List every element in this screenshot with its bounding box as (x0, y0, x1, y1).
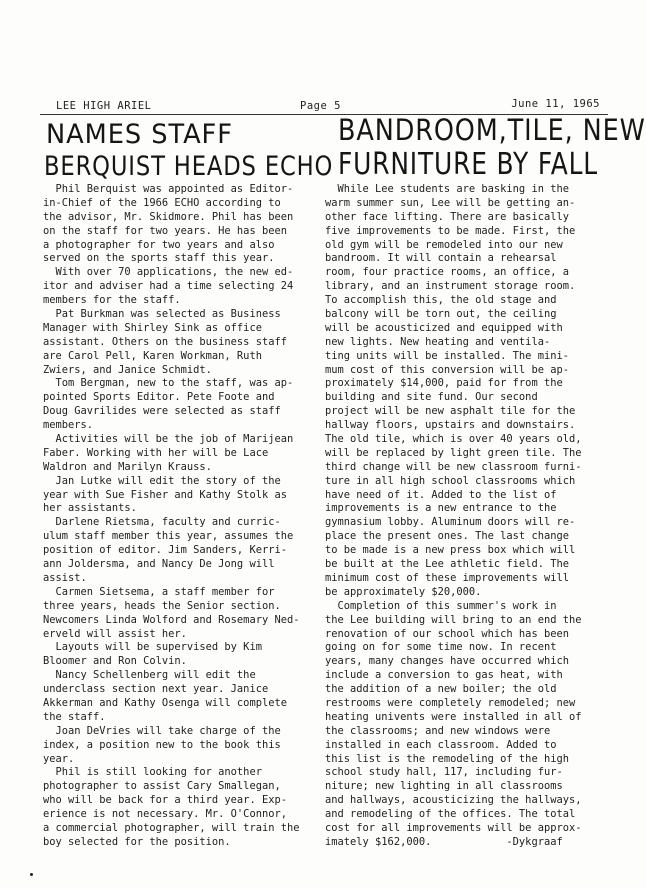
article-line: itor and adviser had a time selecting 24 (43, 280, 294, 293)
article-line: members for the staff. (43, 294, 181, 307)
article-line: be built at the Lee athletic field. The (325, 558, 569, 571)
article-line: building and site fund. Our second (325, 391, 538, 404)
article-line: To accomplish this, the old stage and (325, 294, 557, 307)
article-line: heating univents were installed in all of (325, 710, 582, 723)
left-headline-line-1: NAMES STAFF (46, 119, 233, 150)
article-line: pointed Sports Editor. Pete Foote and (43, 391, 275, 404)
article-line: Doug Gavrilides were selected as staff (43, 405, 281, 418)
article-line: Activities will be the job of Marijean (43, 433, 294, 446)
article-line: Completion of this summer's work in (325, 599, 557, 612)
article-line: cost for all improvements will be approx- (325, 821, 582, 834)
article-line: boy selected for the position. (43, 835, 231, 848)
article-line: Carmen Sietsema, a staff member for (43, 585, 275, 598)
article-line: years, many changes have occurred which (325, 655, 569, 668)
article-line: Akkerman and Kathy Osenga will complete (43, 696, 287, 709)
article-line: room, four practice rooms, an office, a (325, 266, 569, 279)
article-line: school study hall, 117, including fur- (325, 766, 563, 779)
article-line: are Carol Pell, Karen Workman, Ruth (43, 349, 262, 362)
article-line: new lights. New heating and ventila- (325, 335, 551, 348)
article-line: restrooms were completely remodeled; new (325, 696, 576, 709)
article-line: minimum cost of these improvements will (325, 571, 569, 584)
article-line: Jan Lutke will edit the story of the (43, 474, 281, 487)
article-line: mum cost of this conversion will be ap- (325, 363, 569, 376)
left-headline-line-2: BERQUIST HEADS ECHO (44, 151, 334, 182)
article-line: and hallways, acousticizing the hallways, (325, 794, 582, 807)
article-line: While Lee students are basking in the (325, 183, 569, 195)
article-line: assistant. Others on the business staff (43, 335, 287, 348)
article-line: on the staff for two years. He has been (43, 224, 287, 237)
article-line: hallway floors, upstairs and downstairs. (325, 419, 576, 432)
article-line: balcony will be torn out, the ceiling (325, 308, 557, 321)
article-line: position of editor. Jim Sanders, Kerri- (43, 544, 287, 557)
improvements-article-column (325, 183, 615, 850)
article-line: assist. (43, 571, 87, 584)
article-line: The old tile, which is over 40 years old, (325, 433, 582, 446)
article-line: other face lifting. There are basically (325, 210, 569, 223)
article-line: members. (43, 419, 94, 432)
article-line: ann Joldersma, and Nancy De Jong will (43, 558, 275, 571)
article-line: ture in all high school classrooms which (325, 474, 576, 487)
article-line: Layouts will be supervised by Kim (43, 641, 262, 654)
article-line: Nancy Schellenberg will edit the (43, 669, 256, 682)
article-line: the advisor, Mr. Skidmore. Phil has been (43, 210, 294, 223)
staff-article-column (43, 183, 313, 850)
article-line: this list is the remodeling of the high (325, 752, 569, 765)
article-line: will be replaced by light green tile. The (325, 446, 582, 459)
article-line: the staff. (43, 710, 106, 723)
article-line: to be made is a new press box which will (325, 544, 576, 557)
article-line: Pat Burkman was selected as Business (43, 308, 281, 321)
article-line: Bloomer and Ron Colvin. (43, 655, 187, 668)
issue-date: June 11, 1965 (511, 98, 600, 110)
article-line: will be acousticized and equipped with (325, 321, 563, 334)
article-line: warm summer sun, Lee will be getting an- (325, 196, 576, 209)
article-line: index, a position new to the book this (43, 738, 281, 751)
article-line: Phil is still looking for another (43, 766, 262, 779)
article-line: improvements is a new entrance to the (325, 502, 557, 515)
article-line: a commercial photographer, will train the (43, 821, 300, 834)
scan-mark (30, 873, 33, 876)
article-line: in-Chief of the 1966 ECHO according to (43, 196, 281, 209)
article-line: year. (43, 752, 75, 765)
page-number: Page 5 (300, 100, 341, 112)
article-line: proximately $14,000, paid for from the (325, 377, 563, 390)
article-line: With over 70 applications, the new ed- (43, 266, 294, 279)
article-line: who will be back for a third year. Exp- (43, 794, 287, 807)
article-line: imately $162,000. -Dykgraaf (325, 835, 563, 848)
paper-name: LEE HIGH ARIEL (56, 100, 152, 112)
article-line: erveld will assist her. (43, 627, 187, 640)
article-line: five improvements to be made. First, the (325, 224, 576, 237)
article-line: underclass section next year. Janice (43, 683, 269, 696)
right-headline-line-2: FURNITURE BY FALL (338, 147, 598, 182)
article-line: old gym will be remodeled into our new (325, 238, 563, 251)
article-line: include a conversion to gas heat, with (325, 669, 563, 682)
article-line: niture; new lighting in all classrooms (325, 780, 563, 793)
article-line: served on the sports staff this year. (43, 252, 275, 265)
article-line: library, and an instrument storage room. (325, 280, 576, 293)
article-line: her assistants. (43, 502, 137, 515)
article-line: third change will be new classroom furni- (325, 460, 582, 473)
article-line: Phil Berquist was appointed as Editor- (43, 183, 294, 195)
article-line: going on for some time now. In recent (325, 641, 557, 654)
article-line: Zwiers, and Janice Schmidt. (43, 363, 212, 376)
article-line: Manager with Shirley Sink as office (43, 321, 262, 334)
article-line: ting units will be installed. The mini- (325, 349, 569, 362)
article-line: place the present ones. The last change (325, 530, 569, 543)
article-line: Newcomers Linda Wolford and Rosemary Ned- (43, 613, 300, 626)
article-line: erience is not necessary. Mr. O'Connor, (43, 808, 287, 821)
article-line: Darlene Rietsma, faculty and curric- (43, 516, 281, 529)
right-headline-line-1: BANDROOM,TILE, NEW (338, 113, 646, 147)
article-line: three years, heads the Senior section. (43, 599, 281, 612)
article-line: renovation of our school which has been (325, 627, 569, 640)
article-line: the Lee building will bring to an end the (325, 613, 582, 626)
article-line: Faber. Working with her will be Lace (43, 446, 269, 459)
article-line: year with Sue Fisher and Kathy Stolk as (43, 488, 287, 501)
article-line: a photographer for two years and also (43, 238, 275, 251)
article-line: Tom Bergman, new to the staff, was ap- (43, 377, 294, 390)
article-line: project will be new asphalt tile for the (325, 405, 576, 418)
article-line: Waldron and Marilyn Krauss. (43, 460, 212, 473)
article-line: bandroom. It will contain a rehearsal (325, 252, 557, 265)
article-line: gymnasium lobby. Aluminum doors will re- (325, 516, 576, 529)
article-line: the classrooms; and new windows were (325, 724, 551, 737)
article-line: the addition of a new boiler; the old (325, 683, 557, 696)
article-line: have need of it. Added to the list of (325, 488, 557, 501)
article-line: Joan DeVries will take charge of the (43, 724, 281, 737)
article-line: photographer to assist Cary Smallegan, (43, 780, 281, 793)
article-line: and remodeling of the offices. The total (325, 808, 576, 821)
article-line: ulum staff member this year, assumes the (43, 530, 294, 543)
article-line: be approximately $20,000. (325, 585, 482, 598)
article-line: installed in each classroom. Added to (325, 738, 557, 751)
